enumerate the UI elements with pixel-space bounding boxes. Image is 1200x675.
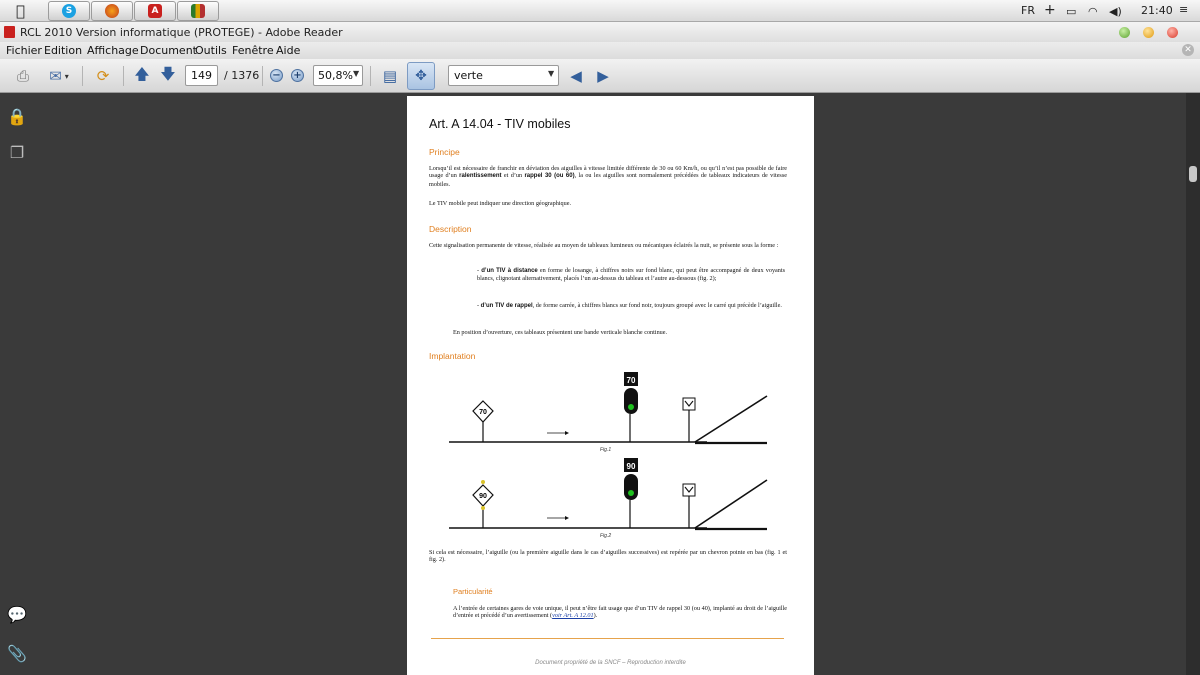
bullet-tiv-rappel: - d’un TIV de rappel, de forme carrée, à chiffres blancs sur fond noir, toujours groupé avec le carré qui précède l’aiguille.	[477, 302, 782, 309]
plus-icon[interactable]: +	[1044, 2, 1056, 18]
window-title: RCL 2010 Version informatique (PROTEGE) - Adobe Reader	[20, 26, 343, 39]
close-window-button[interactable]	[1167, 27, 1178, 38]
principe-paragraph-1: Lorsqu’il est nécessaire de franchir en déviation des aiguilles à vitesse limitée différente de 30 ou 60 Km/h, ou qu’il n’est pas possible de faire usage d’un ralentissement et d’un rappel 30 (ou 60), la ou les aiguilles sont normalement précédées de tableaux indicateurs de vitesse mobiles.	[429, 165, 787, 188]
tiv-rappel-value: 90	[626, 462, 636, 471]
chevron-sign	[683, 398, 695, 410]
scrollbar-thumb[interactable]	[1189, 166, 1197, 182]
menu-aide[interactable]: Aide	[276, 44, 301, 57]
battery-icon[interactable]: ▭	[1066, 5, 1077, 18]
app-grid-icon	[191, 4, 205, 18]
down-arrow-icon: 🡇	[160, 64, 176, 83]
main-toolbar	[0, 59, 1200, 93]
fit-page-icon: ✥	[415, 68, 427, 84]
search-input[interactable]: verte	[448, 65, 559, 86]
direction-arrow-head	[565, 516, 569, 520]
adobe-reader-app-button[interactable]	[134, 1, 176, 21]
signal-green-light	[628, 404, 634, 410]
window-titlebar	[0, 22, 1200, 42]
up-arrow-icon: 🡅	[134, 64, 150, 83]
section-heading-implantation: Implantation	[429, 351, 476, 361]
previous-result-icon: ◀	[570, 67, 582, 85]
tiv-distance-value: 70	[479, 409, 487, 416]
signal-head	[624, 474, 638, 500]
zoom-in-icon[interactable]: +	[291, 69, 304, 82]
page-footer: Document propriété de la SNCF – Reproduction interdite	[535, 660, 686, 666]
lock-icon[interactable]: 🔒	[7, 106, 27, 126]
page-total: / 1376	[224, 69, 260, 82]
bullet-tiv-distance: - d’un TIV à distance en forme de losange, à chiffres noirs sur fond blanc, qui peut être accompagné de deux voyants blancs, clignotant alternativement, placés l’un au-dessus du tableau et l’autre au-dessous (fig. 2);	[477, 267, 786, 283]
zoom-level-input[interactable]: 50,8%	[313, 65, 363, 86]
section-heading-principe: Principe	[429, 147, 460, 157]
volume-icon[interactable]: ◀)	[1109, 5, 1122, 18]
sync-icon: ⟳	[96, 67, 110, 85]
white-light-top	[481, 480, 485, 484]
principe-paragraph-2: Le TIV mobile peut indiquer une direction géographique.	[429, 200, 572, 207]
switch-diverging-track	[695, 396, 767, 442]
next-result-button[interactable]	[592, 64, 614, 88]
sync-button[interactable]	[90, 64, 116, 88]
signal-green-light	[628, 490, 634, 496]
zoom-window-button[interactable]	[1119, 27, 1130, 38]
print-icon: ⎙	[16, 67, 29, 85]
particularite-paragraph: A l’entrée de certaines gares de voie unique, il peut n’être fait usage que d’un TIV de rappel 30 (ou 40), implanté au droit de l’aiguille d’entrée et précédé d’un avertissement (voir Art. A 12.01).	[453, 605, 787, 620]
share-button[interactable]	[42, 64, 76, 88]
switch-diverging-track	[695, 480, 767, 528]
pdf-icon	[4, 26, 15, 38]
menu-fenetre[interactable]: Fenêtre	[232, 44, 274, 57]
next-page-button[interactable]	[157, 64, 179, 88]
tiv-distance-value: 90	[479, 493, 487, 500]
implantation-paragraph: Si cela est nécessaire, l’aiguille (ou la première aiguille dans le cas d’aiguilles successives) est repérée par un chevron pointe en bas (fig. 1 et fig. 2).	[429, 549, 787, 564]
menu-document[interactable]: Document	[140, 44, 197, 57]
fit-width-button[interactable]	[378, 64, 402, 88]
description-paragraph-2: En position d’ouverture, ces tableaux présentent une bande verticale blanche continue.	[453, 329, 668, 336]
toolbar-separator	[82, 66, 83, 86]
app-menubar	[0, 42, 1200, 59]
menu-edition[interactable]: Edition	[44, 44, 83, 57]
toolbar-separator	[123, 66, 124, 86]
close-document-icon[interactable]: ✕	[1182, 44, 1194, 56]
figure-2-diagram	[447, 458, 777, 538]
section-heading-particularite: Particularité	[453, 587, 493, 596]
next-result-icon: ▶	[597, 67, 609, 85]
figure-1-label: Fig.1	[600, 447, 612, 453]
section-heading-description: Description	[429, 224, 472, 234]
zoom-out-icon[interactable]: −	[270, 69, 283, 82]
footer-divider	[431, 638, 784, 639]
vertical-scrollbar[interactable]	[1186, 93, 1200, 675]
system-menubar	[0, 0, 1200, 22]
apple-icon[interactable]	[16, 2, 25, 20]
paperclip-icon[interactable]: 📎	[7, 643, 27, 663]
document-page	[407, 96, 814, 675]
fit-width-icon: ▤	[382, 67, 398, 85]
article-link[interactable]: voir Art. A 12.01	[552, 612, 594, 620]
zoom-dropdown-icon[interactable]: ▼	[353, 69, 360, 78]
firefox-icon	[105, 4, 119, 18]
skype-icon: S	[62, 4, 76, 18]
figure-1-diagram	[447, 366, 777, 456]
minimize-window-button[interactable]	[1143, 27, 1154, 38]
clock[interactable]: 21:40	[1141, 4, 1173, 17]
menu-outils[interactable]: Outils	[195, 44, 227, 57]
direction-arrow-head	[565, 431, 569, 435]
fit-page-button[interactable]	[407, 62, 435, 90]
page-number-input[interactable]: 149	[185, 65, 218, 86]
chevron-sign	[683, 484, 695, 496]
description-paragraph-1: Cette signalisation permanente de vitesse, réalisée au moyen de tableaux lumineux ou mécaniques éclairés la nuit, se présente sous la forme :	[429, 242, 779, 249]
skype-app-button[interactable]	[48, 1, 90, 21]
pages-icon[interactable]: ❐	[9, 142, 25, 162]
toolbar-separator	[262, 66, 263, 86]
tiv-rappel-value: 70	[626, 376, 636, 385]
navigation-panel	[0, 93, 36, 675]
previous-page-button[interactable]	[131, 64, 153, 88]
dropdown-arrow-icon: ▾	[64, 71, 69, 81]
comment-icon[interactable]: 💬	[7, 604, 27, 624]
signal-head	[624, 388, 638, 414]
print-button[interactable]	[10, 64, 36, 88]
white-light-bottom	[481, 506, 485, 510]
figure-2-label: Fig.2	[600, 533, 612, 539]
language-indicator[interactable]: FR	[1021, 4, 1035, 17]
previous-result-button[interactable]	[565, 64, 587, 88]
wifi-icon[interactable]: ◠	[1088, 5, 1098, 18]
menu-fichier[interactable]: Fichier	[6, 44, 42, 57]
share-icon: ✉	[49, 67, 62, 85]
taskbar-app-button[interactable]	[177, 1, 219, 21]
search-dropdown-icon[interactable]: ▼	[548, 69, 555, 78]
menu-affichage[interactable]: Affichage	[87, 44, 139, 57]
page-title: Art. A 14.04 - TIV mobiles	[429, 117, 571, 131]
toolbar-separator	[370, 66, 371, 86]
menu-extra-icon[interactable]: ≡	[1179, 3, 1189, 16]
firefox-app-button[interactable]	[91, 1, 133, 21]
pdf-icon: A	[148, 4, 162, 18]
